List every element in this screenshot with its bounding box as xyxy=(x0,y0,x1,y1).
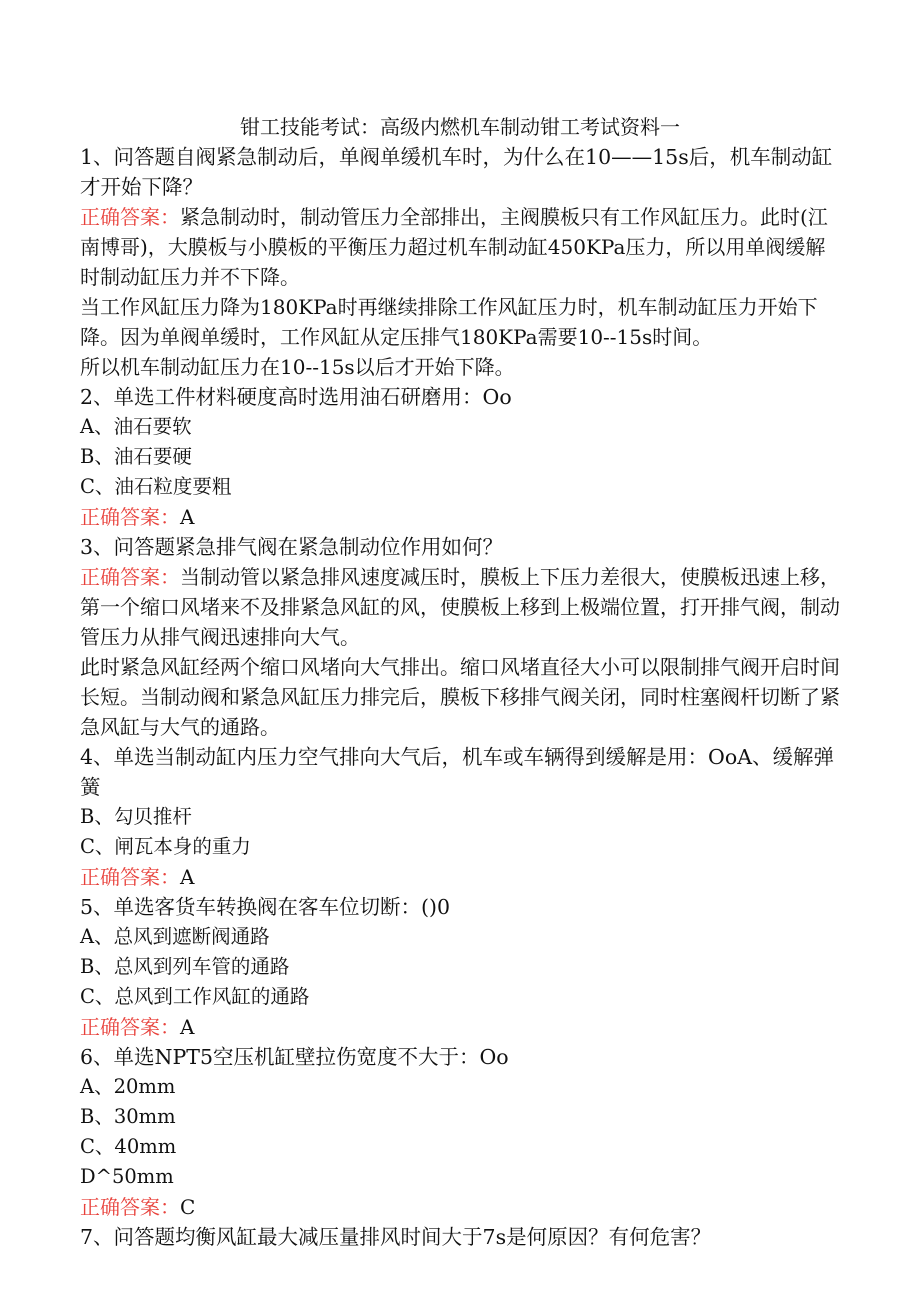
option-c: C、40mm xyxy=(80,1135,177,1158)
answer-value: A xyxy=(180,1015,195,1039)
option-b: B、油石要硬 xyxy=(80,445,192,468)
answer-paragraph: 当工作风缸压力降为180KPa时再继续排除工作风缸压力时，机车制动缸压力开始下降。因为单阀单缓时，工作风缸从定压排气180KPa需要10--15s时间。 xyxy=(80,295,818,349)
question-stem: 7、问答题均衡风缸最大减压量排风时间大于7s是何原因？有何危害？ xyxy=(80,1225,712,1249)
question-stem: 3、问答题紧急排气阀在紧急制动位作用如何？ xyxy=(80,535,504,559)
answer-value: A xyxy=(180,505,195,529)
option-c: C、闸瓦本身的重力 xyxy=(80,835,251,858)
question-stem: 5、单选客货车转换阀在客车位切断：()0 xyxy=(80,895,451,919)
question-stem: 1、问答题自阀紧急制动后，单阀单缓机车时，为什么在10——15s后，机车制动缸才开始下降？ xyxy=(80,145,833,199)
option-b: B、30mm xyxy=(80,1105,176,1128)
answer-line xyxy=(80,1012,840,1042)
option-a: A、总风到遮断阀通路 xyxy=(80,925,270,948)
question-2 xyxy=(80,382,840,532)
answer-line xyxy=(80,502,840,532)
question-stem: 4、单选当制动缸内压力空气排向大气后，机车或车辆得到缓解是用：OoA、缓解弹簧 xyxy=(80,745,834,799)
answer-label: 正确答案： xyxy=(80,505,180,529)
answer-paragraph xyxy=(80,562,840,652)
option-c: C、总风到工作风缸的通路 xyxy=(80,985,310,1008)
option-b: B、总风到列车管的通路 xyxy=(80,955,290,978)
option-b: B、勾贝推杆 xyxy=(80,805,192,828)
answer-label: 正确答案： xyxy=(80,1015,180,1039)
question-1 xyxy=(80,142,840,382)
answer-value: A xyxy=(180,865,195,889)
document-page xyxy=(80,112,840,1252)
question-3 xyxy=(80,532,840,742)
answer-line xyxy=(80,862,840,892)
answer-paragraph: 此时紧急风缸经两个缩口风堵向大气排出。缩口风堵直径大小可以限制排气阀开启时间长短。当制动阀和紧急风缸压力排完后，膜板下移排气阀关闭，同时柱塞阀杆切断了紧急风缸与大气的通路。 xyxy=(80,655,840,739)
answer-line xyxy=(80,1192,840,1222)
answer-value: C xyxy=(180,1195,196,1219)
question-6 xyxy=(80,1042,840,1222)
question-stem: 2、单选工件材料硬度高时选用油石研磨用：Oo xyxy=(80,385,512,409)
question-7 xyxy=(80,1222,840,1252)
answer-label: 正确答案： xyxy=(80,865,180,889)
answer-label: 正确答案： xyxy=(80,565,180,589)
answer-label: 正确答案： xyxy=(80,1195,180,1219)
option-a: A、20mm xyxy=(80,1075,176,1098)
answer-text: 当制动管以紧急排风速度减压时，膜板上下压力差很大，使膜板迅速上移，第一个缩口风堵来不及排紧急风缸的风，使膜板上移到上极端位置，打开排气阀，制动管压力从排气阀迅速排向大气。 xyxy=(80,565,840,649)
question-stem: 6、单选NPT5空压机缸壁拉伤宽度不大于：Oo xyxy=(80,1045,509,1069)
answer-paragraph: 所以机车制动缸压力在10--15s以后才开始下降。 xyxy=(80,355,515,379)
answer-text: 紧急制动时，制动管压力全部排出，主阀膜板只有工作风缸压力。此时(江南博哥)，大膜板与小膜板的平衡压力超过机车制动缸450KPa压力，所以用单阀缓解时制动缸压力并不下降。 xyxy=(80,205,828,289)
answer-label: 正确答案： xyxy=(80,205,180,229)
question-5 xyxy=(80,892,840,1042)
question-4 xyxy=(80,742,840,892)
option-c: C、油石粒度要粗 xyxy=(80,475,232,498)
option-d: D^50mm xyxy=(80,1165,174,1188)
answer-paragraph xyxy=(80,202,840,292)
option-a: A、油石要软 xyxy=(80,415,192,438)
document-title: 钳工技能考试：高级内燃机车制动钳工考试资料一 xyxy=(240,115,680,139)
